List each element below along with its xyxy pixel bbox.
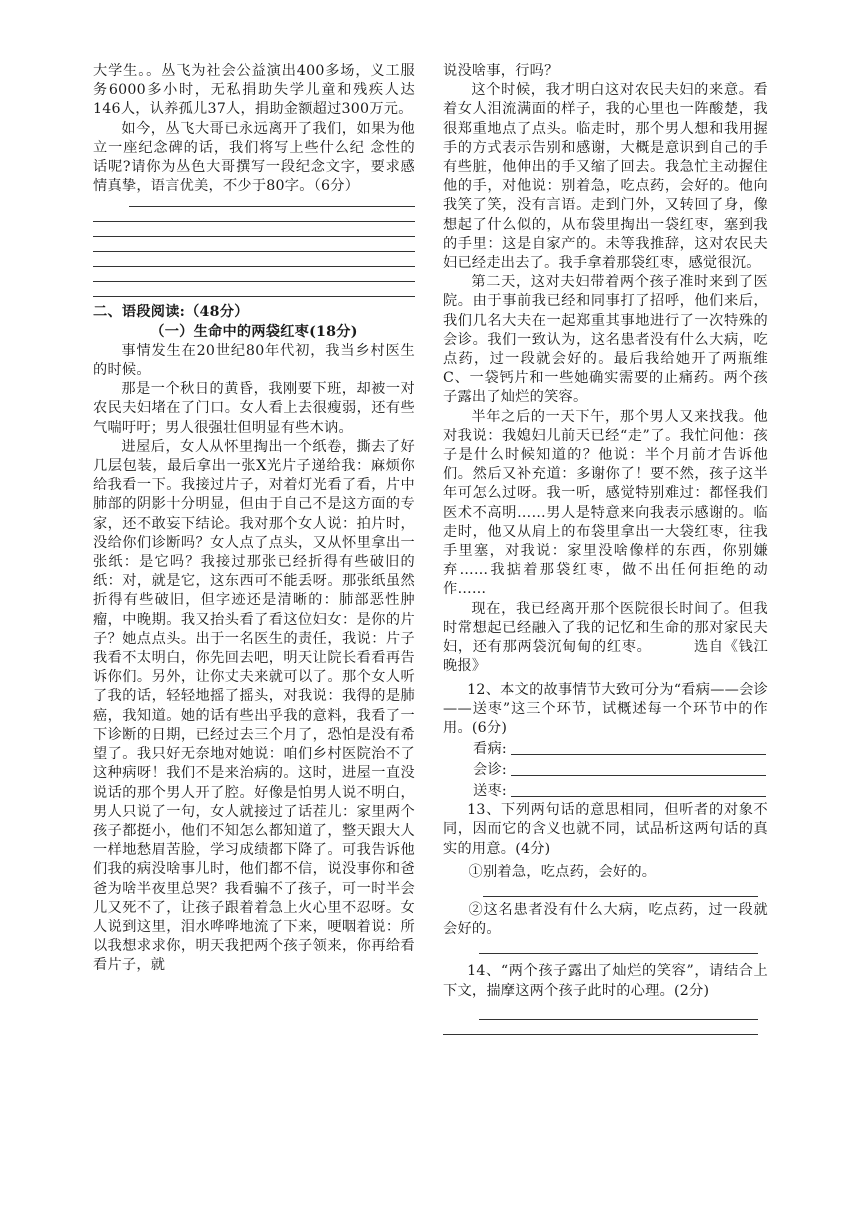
q13-answer-line[interactable] (479, 941, 758, 954)
q12-row-kanbing (473, 738, 768, 759)
article-paragraph: 说没啥事，行吗？ (443, 63, 559, 79)
article-paragraph: 第二天，这对夫妇带着两个孩子准时来到了医院。由于事前我已经和同事打了招呼，他们来后，我们几名大夫在一起郑重其事地进行了一次特殊的会诊。我们一致认为，这名患者没有什么大病，吃点药，过一段就会好的。最后我给她开了两瓶维C、一袋钙片和一些她确实需要的止痛药。两个孩子露出了灿烂的笑容。 (443, 274, 768, 406)
article-paragraph (443, 600, 768, 677)
article-title: （一）生命中的两袋红枣(18分) (150, 323, 358, 340)
q12-label: 送枣: (473, 782, 507, 799)
q12-answer-line[interactable] (511, 796, 766, 797)
question-14: 14、“两个孩子露出了灿烂的笑容”，请结合上下文，揣摩这两个孩子此时的心理。(2分) (443, 963, 768, 999)
q12-answer-line[interactable] (511, 754, 766, 755)
q14-answer-line[interactable] (479, 1007, 758, 1020)
memorial-answer-area[interactable] (93, 206, 415, 297)
q12-row-huizhen (473, 759, 768, 780)
question-12: 12、本文的故事情节大致可分为“看病——会诊——送枣”这三个环节，试概述每一个环节中的作用。(6分) (443, 681, 768, 736)
answer-line[interactable] (129, 206, 415, 207)
article-source: 选自《钱江晚报》 (443, 639, 768, 675)
q13-option-1: ①别着急，吃点药，会好的。 (468, 863, 657, 880)
q13-option-2: ②这名患者没有什么大病，吃点药，过一段就会好的。 (443, 901, 768, 938)
right-column (443, 62, 768, 1035)
q12-answer-line[interactable] (511, 775, 766, 776)
answer-line[interactable] (93, 236, 415, 237)
answer-line[interactable] (93, 251, 415, 252)
article-paragraph: 事情发生在20世纪80年代初，我当乡村医生的时候。 (93, 342, 415, 379)
q13-answer-line[interactable] (483, 884, 758, 897)
article-paragraph: 进屋后，女人从怀里掏出一个纸卷，撕去了好几层包装，最后拿出一张X光片子递给我：麻烦你给我看一下。我接过片子，对着灯光看了看，片中肺部的阴影十分明显，但由于自己不是这方面的专家，还不敢妄下结论。我对那个女人说：拍片时，没给你们诊断吗？女人点了点头，又从怀里拿出一张纸：是它吗？我接过那张已经折得有些破旧的纸：对，就是它，这东西可不能丢呀。那张纸虽然折得有些破旧，但字迹还是清晰的：肺部恶性肿瘤，中晚期。我又抬头看了看这位妇女：是你的片子？她点点头。出于一名医生的责任，我说：片子我看不太明白，你先回去吧，明天让院长看看再告诉你们。另外，让你丈夫来就可以了。那个女人听了我的话，轻轻地摇了摇头，对我说：我得的是肺癌，我知道。她的话有些出乎我的意料，我看了一下诊断的日期，已经过去三个月了，恐怕是没有希望了。我只好无奈地对她说：咱们乡村医院治不了这种病呀！我们不是来治病的。这时，进屋一直没说话的那个男人开了腔。好像是怕男人说不明白，男人只说了一句，女人就接过了话茬儿：家里两个孩子都挺小，他们不知怎么都知道了，整天跟大人一样地愁眉苦脸，学习成绩都下降了。可我告诉他们我的病没啥事儿时，他们都不信，说没事你和爸爸为啥半夜里总哭？我看骗不了孩子，可一时半会儿又死不了，让孩子跟着着急上火心里不忍呀。女人说到这里，泪水哗哗地流了下来，哽咽着说：所以我想求求你，明天我把两个孩子领来，你再给看看片子，就 (93, 438, 415, 974)
q12-row-songzao (473, 780, 768, 801)
answer-line[interactable] (93, 281, 415, 282)
q14-answer-line[interactable] (443, 1034, 758, 1035)
article-paragraph: 这个时候，我才明白这对农民夫妇的来意。看着女人泪流满面的样子，我的心里也一阵酸楚，我很郑重地点了点头。临走时，那个男人想和我用握手的方式表示告别和感谢，大概是意识到自己的手有些脏，他伸出的手又缩了回去。我急忙主动握住他的手，对他说：别着急，吃点药，会好的。他向我笑了笑，没有言语。走到门外，又转回了身，像想起了什么似的，从布袋里掏出一袋红枣，塞到我的手里：这是自家产的。未等我推辞，这对农民夫妇已经走出去了。我手拿着那袋红枣，感觉很沉。 (443, 82, 768, 272)
q12-label: 看病: (473, 740, 507, 757)
q12-label: 会诊: (473, 761, 507, 778)
section-title: 二、语段阅读:（48分） (93, 304, 249, 321)
answer-line[interactable] (93, 221, 415, 222)
article-paragraph: 半年之后的一天下午，那个男人又来找我。他对我说：我媳妇儿前天已经“走”了。我忙问他：孩子是什么时候知道的？他说：半个月前才告诉他们。然后又补充道：多谢你了！要不然，孩子这半年可怎么过呀。我一听，感觉特别难过：都怪我们医术不高明……男人是特意来向我表示感谢的。临走时，他又从肩上的布袋里拿出一大袋红枣，往我手里塞，对我说：家里没啥像样的东西，你别嫌弃……我掂着那袋红枣，做不出任何拒绝的动作…… (443, 408, 768, 598)
answer-line[interactable] (93, 266, 415, 267)
question-13: 13、下列两句话的意思相同，但听者的对象不同，因而它的含义也就不同，试品析这两句话的真实的用意。(4分) (443, 802, 768, 857)
essay-tail: 大学生。。丛飞为社会公益演出400多场，义工服务6000多小时，无私捐助失学儿童和残疾人达146人，认养孤儿37人，捐助金额超过300万元。 (93, 63, 415, 118)
left-column (93, 62, 415, 976)
article-paragraph: 那是一个秋日的黄昏，我刚要下班，却被一对农民夫妇堵在了门口。女人看上去很瘦弱，还有些气喘吁吁；男人很强壮但明显有些木讷。 (93, 381, 415, 436)
article-closing: 现在，我已经离开那个医院很长时间了。但我时常想起已经融入了我的记忆和生命的那对家民夫妇，还有那两袋沉甸甸的红枣。 (443, 600, 768, 656)
memorial-question: 如今，丛飞大哥已永远离开了我们，如果为他立一座纪念碑的话，我们将写上些什么纪 念性的话呢?请你为丛色大哥撰写一段纪念文字，要求感情真挚，语言优美，不少于80字。（6分） (93, 120, 415, 195)
answer-line[interactable] (93, 296, 415, 297)
